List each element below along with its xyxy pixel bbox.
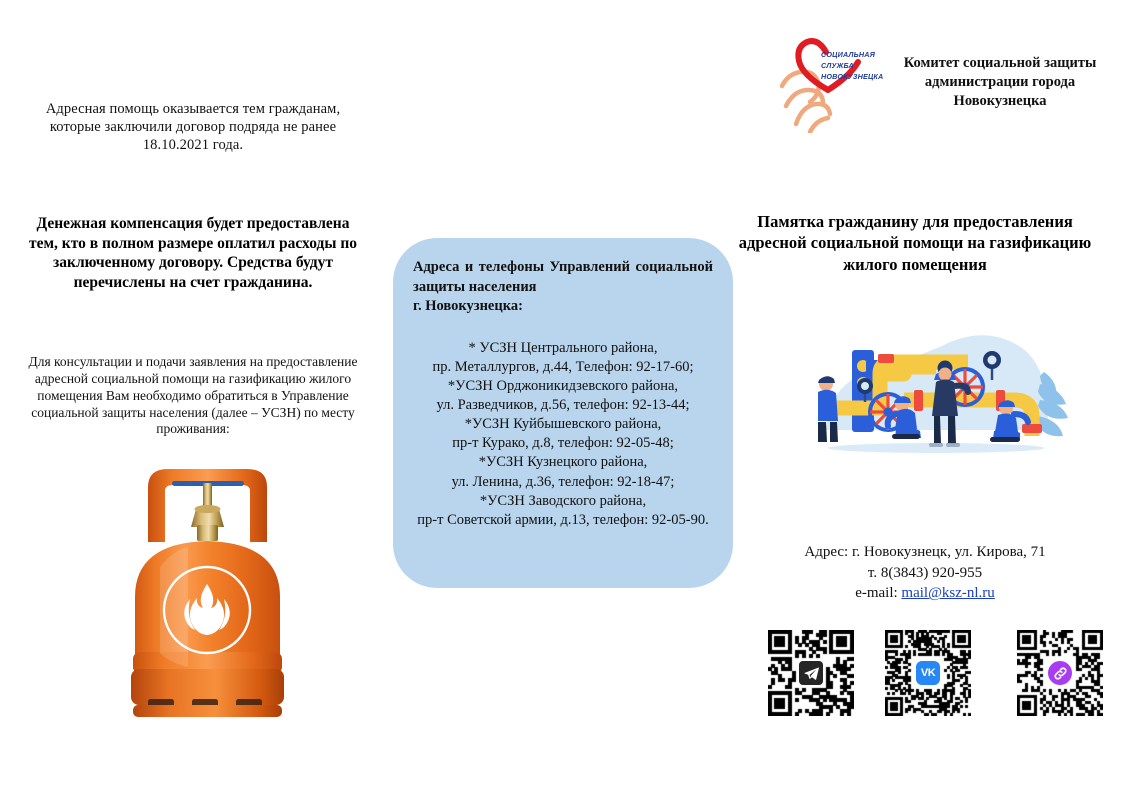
list-item <box>409 339 717 377</box>
gas-pipeline-workers-illustration <box>818 312 1078 467</box>
office-name: *УСЗН Заводского района, <box>479 492 647 509</box>
organization-title: Комитет социальной защиты администрации города Новокузнецка <box>903 55 1097 109</box>
logo-text-line-2: СЛУЖБА <box>821 61 854 70</box>
contact-email-link[interactable]: mail@ksz-nl.ru <box>901 585 995 602</box>
link-icon <box>1048 661 1072 685</box>
heart-hand-logo <box>780 28 895 133</box>
gas-cylinder-illustration <box>100 447 315 732</box>
contact-phone: т. 8(3843) 920-955 <box>867 564 983 581</box>
paragraph-deadline: Адресная помощь оказывается тем гражданам, которые заключили договор подряда не ранее 18.10.2021 года. <box>45 101 341 154</box>
office-contact: пр. Металлургов, д.44, Телефон: 92-17-60; <box>432 358 694 375</box>
addresses-panel <box>393 238 733 588</box>
logo-text-line-1: СОЦИАЛЬНАЯ <box>821 50 876 59</box>
list-item <box>409 415 717 453</box>
office-name: *УСЗН Куйбышевского района, <box>464 416 662 433</box>
left-column <box>28 100 358 438</box>
page-title: Памятка гражданину для предоставления адресной социальной помощи на газификацию жилого помещения <box>738 212 1092 274</box>
list-item <box>409 453 717 491</box>
qr-code-row <box>768 630 1088 720</box>
office-contact: ул. Ленина, д.36, телефон: 92-18-47; <box>451 473 675 490</box>
qr-site[interactable] <box>1017 630 1103 716</box>
vk-icon <box>916 661 940 685</box>
addresses-list <box>409 339 717 530</box>
paragraph-compensation: Денежная компенсация будет предоставлена тем, кто в полном размере оплатил расходы по заключенному договору. Средства будут перечислены на счет гражданина. <box>28 215 358 291</box>
addresses-heading-city: г. Новокузнецка: <box>413 298 523 315</box>
vk-icon-label: VK <box>920 666 936 679</box>
organization-header <box>780 28 1100 138</box>
telegram-icon <box>799 661 823 685</box>
list-item <box>409 492 717 530</box>
addresses-heading-main: Адреса и телефоны Управлений социальной защиты населения <box>413 259 713 295</box>
office-name: * УСЗН Центрального района, <box>468 339 658 356</box>
contact-block <box>760 542 1090 604</box>
contact-email-line <box>760 583 1090 604</box>
qr-telegram[interactable] <box>768 630 854 716</box>
office-name: *УСЗН Кузнецкого района, <box>478 454 648 471</box>
office-name: *УСЗН Орджоникидзевского района, <box>447 377 679 394</box>
contact-email-label: e-mail: <box>855 585 898 602</box>
addresses-heading <box>409 258 717 317</box>
qr-vk[interactable] <box>885 630 971 716</box>
logo-text-line-3: НОВОКУЗНЕЦКА <box>821 72 884 81</box>
paragraph-consultation: Для консультации и подачи заявления на предоставление адресной социальной помощи на газификацию жилого помещения Вам необходимо обратиться в Управление социальной защиты населения (далее – УСЗН) по месту проживания: <box>28 353 358 437</box>
list-item <box>409 377 717 415</box>
office-contact: пр-т Советской армии, д.13, телефон: 92-05-90. <box>417 511 709 528</box>
contact-address: Адрес: г. Новокузнецк, ул. Кирова, 71 <box>804 544 1046 560</box>
office-contact: ул. Разведчиков, д.56, телефон: 92-13-44; <box>436 397 690 414</box>
office-contact: пр-т Курако, д.8, телефон: 92-05-48; <box>452 435 674 452</box>
